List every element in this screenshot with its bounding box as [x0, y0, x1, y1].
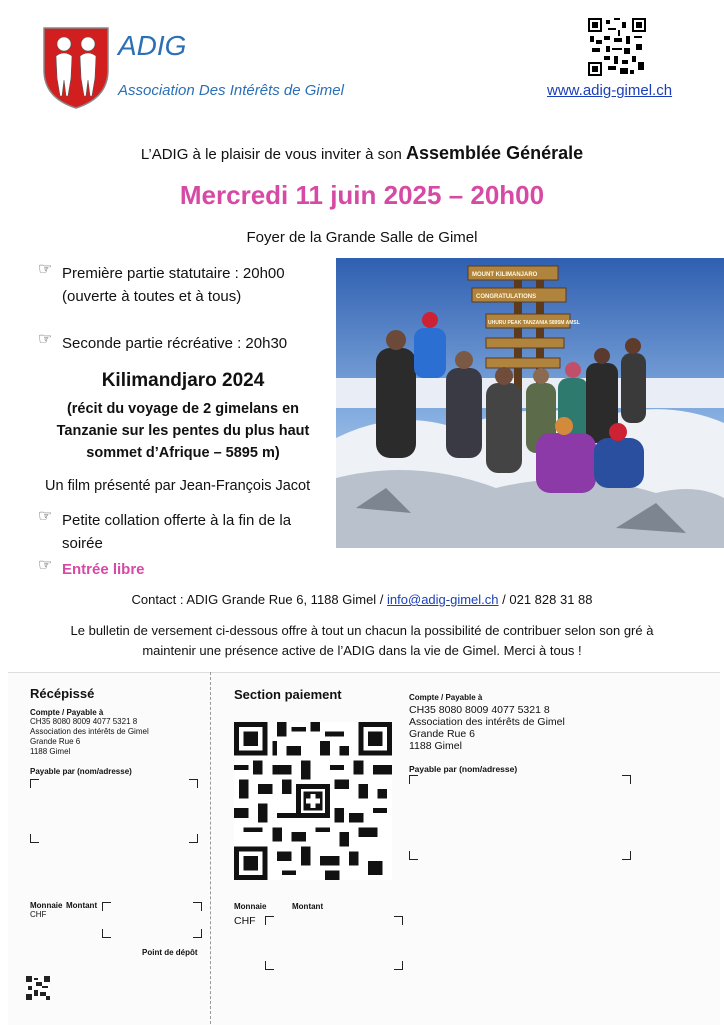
invitation-line: [0, 143, 724, 164]
payment-amount-box[interactable]: [265, 916, 403, 970]
receipt-payer-box[interactable]: [30, 779, 198, 843]
sign-text-1: MOUNT KILIMANJARO: [472, 272, 538, 278]
contact-address: Contact : ADIG Grande Rue 6, 1188 Gimel /: [131, 592, 388, 607]
payment-payer-box[interactable]: [409, 775, 631, 860]
payment-account-label: Compte / Payable à: [409, 693, 483, 702]
payment-creditor: Association des intérêts de Gimel: [409, 716, 565, 728]
receipt-creditor-block: [30, 717, 149, 757]
bulletin-line2: maintenir une présence active de l’ADIG dans la vie de Gimel. Merci à tous !: [142, 643, 582, 658]
receipt-street: Grande Rue 6: [30, 737, 81, 746]
receipt-city: 1188 Gimel: [30, 747, 71, 756]
receipt-currency: CHF: [30, 910, 47, 919]
payment-iban: CH35 8080 8009 4077 5321 8: [409, 704, 550, 716]
payment-city: 1188 Gimel: [409, 740, 462, 752]
sign-text-2: CONGRATULATIONS: [476, 294, 537, 300]
snack-line1: Petite collation offerte à la fin de la: [62, 512, 292, 529]
contact-phone: / 021 828 31 88: [498, 592, 593, 607]
part1-line1: Première partie statutaire : 20h00: [62, 265, 285, 282]
sign-text-3: UHURU PEAK TANZANIA 5895M AMSL: [488, 320, 580, 326]
receipt-amount-label: Montant: [66, 901, 98, 910]
free-entry-text: Entrée libre: [62, 561, 145, 578]
pointing-hand-icon: ☞: [38, 557, 53, 574]
pointing-hand-icon: ☞: [38, 331, 53, 348]
payment-payable-by-label: Payable par (nom/adresse): [409, 764, 518, 774]
org-short-name: ADIG: [118, 30, 187, 61]
receipt-iban: CH35 8080 8009 4077 5321 8: [30, 717, 138, 726]
kilimanjaro-summit-photo: [336, 258, 724, 548]
snack-line2: soirée: [62, 535, 103, 552]
payment-currency: CHF: [234, 915, 256, 927]
deposit-point-label: Point de dépôt: [142, 948, 198, 957]
film-title: Kilimandjaro 2024: [101, 370, 265, 391]
website-link[interactable]: www.adig-gimel.ch: [547, 82, 673, 99]
pointing-hand-icon: ☞: [38, 508, 53, 525]
receipt-title: Récépissé: [30, 686, 95, 701]
receipt-account-label: Compte / Payable à: [30, 708, 104, 717]
part1-line2: (ouverte à toutes et à tous): [62, 288, 242, 305]
payment-street: Grande Rue 6: [409, 728, 475, 740]
film-desc-line1: (récit du voyage de 2 gimelans en: [66, 401, 300, 417]
payment-section-title: Section paiement: [234, 687, 342, 702]
gimel-coat-of-arms-logo: [42, 26, 110, 110]
payment-creditor-block: [409, 704, 565, 752]
event-venue: Foyer de la Grande Salle de Gimel: [246, 229, 478, 246]
part2-text: Seconde partie récréative : 20h30: [62, 335, 288, 352]
contact-email-link[interactable]: info@adig-gimel.ch: [387, 592, 499, 607]
website-qr-code: [588, 18, 646, 76]
receipt-currency-label: Monnaie: [30, 901, 63, 910]
receipt-payable-by-label: Payable par (nom/adresse): [30, 767, 132, 776]
receipt-creditor: Association des intérêts de Gimel: [30, 727, 149, 736]
small-code-icon: [26, 976, 50, 1000]
org-long-name: Association Des Intérêts de Gimel: [118, 82, 344, 99]
swiss-qr-code: [234, 722, 392, 880]
event-date-time: Mercredi 11 juin 2025 – 20h00: [179, 180, 545, 210]
event-name: Assemblée Générale: [406, 143, 584, 163]
bulletin-text: [40, 621, 684, 661]
bulletin-line1: Le bulletin de versement ci-dessous offre à tout un chacun la possibilité de contribuer selon son gré à: [70, 623, 654, 638]
payment-currency-label: Monnaie: [234, 902, 267, 911]
film-desc-line2: Tanzanie sur les pentes du plus haut: [56, 423, 310, 439]
payment-amount-label: Montant: [292, 902, 324, 911]
invitation-intro: L’ADIG à le plaisir de vous inviter à son: [140, 146, 407, 163]
contact-line: [0, 592, 724, 607]
film-description: [38, 398, 328, 464]
film-presenter: Un film présenté par Jean-François Jacot: [45, 478, 311, 494]
pointing-hand-icon: ☞: [38, 261, 53, 278]
slip-perforation-divider: [210, 672, 211, 1024]
film-desc-line3: sommet d’Afrique – 5895 m): [86, 445, 280, 461]
receipt-amount-box[interactable]: [102, 902, 202, 938]
